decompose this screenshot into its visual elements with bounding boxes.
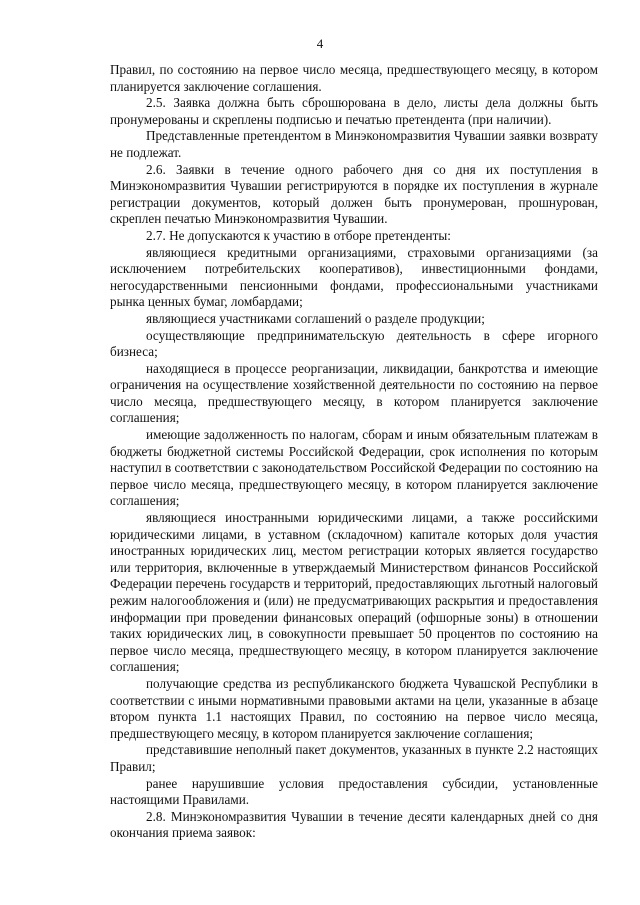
body-text — [110, 62, 598, 842]
paragraph: 2.6. Заявки в течение одного рабочего дня со дня их поступления в Минэкономразвития Чувашии регистрируются в порядке их поступления в журнале регистрации документов, который должен быть пронумерован, прошнурован, скреплен печатью Минэкономразвития Чувашии. — [110, 161, 598, 227]
paragraph: ранее нарушившие условия предоставления субсидии, установленные настоящими Правилами. — [110, 775, 598, 808]
paragraph: представившие неполный пакет документов, указанных в пункте 2.2 настоящих Правил; — [110, 742, 598, 774]
page-number: 4 — [316, 36, 324, 51]
paragraph: Представленные претендентом в Минэкономразвития Чувашии заявки возврату не подлежат. — [110, 128, 598, 160]
paragraph: Правил, по состоянию на первое число месяца, предшествующего месяцу, в котором планируется заключение соглашения. — [110, 62, 598, 94]
paragraph: получающие средства из республиканского бюджета Чувашской Республики в соответствии с иными нормативными правовыми актами на цели, указанные в абзаце втором пункта 1.1 настоящих Правил, по состоянию на первое число месяца, предшествующего месяцу, в котором планируется заключение соглашения; — [110, 675, 598, 741]
paragraph: являющиеся кредитными организациями, страховыми организациями (за исключением потребительских кооперативов), инвестиционными фондами, негосударственными пенсионными фондами, профессиональными участниками рынка ценных бумаг, ломбардами; — [110, 244, 598, 310]
paragraph: находящиеся в процессе реорганизации, ликвидации, банкротства и имеющие ограничения на осуществление хозяйственной деятельности по состоянию на первое число месяца, предшествующего месяцу, в котором планируется заключение соглашения; — [110, 360, 598, 426]
paragraph: 2.5. Заявка должна быть сброшюрована в дело, листы дела должны быть пронумерованы и скреплены подписью и печатью претендента (при наличии). — [110, 95, 598, 127]
paragraph: являющиеся участниками соглашений о разделе продукции; — [146, 310, 485, 326]
paragraph: осуществляющие предпринимательскую деятельность в сфере игорного бизнеса; — [110, 327, 598, 360]
paragraph: имеющие задолженность по налогам, сборам и иным обязательным платежам в бюджеты бюджетной системы Российской Федерации, срок исполнения по которым наступил в соответствии с законодательством Российской Федерации по состоянию на первое число месяца, предшествующего месяцу, в котором планируется заключение соглашения; — [110, 427, 598, 509]
paragraph: являющиеся иностранными юридическими лицами, а также российскими юридическими лицами, в уставном (складочном) капитале которых доля участия иностранных юридических лиц, местом регистрации которых является государство или территория, включенные в утверждаемый Министерством финансов Российской Федерации перечень государств и территорий, предоставляющих льготный налоговый режим налогообложения и (или) не предусматривающих раскрытия и предоставления информации при проведении финансовых операций (офшорные зоны) в отношении таких юридических лиц, в совокупности превышает 50 процентов по состоянию на первое число месяца, предшествующего месяцу, в котором планируется заключение соглашения; — [110, 510, 598, 675]
paragraph: 2.7. Не допускаются к участию в отборе претенденты: — [146, 227, 451, 243]
paragraph: 2.8. Минэкономразвития Чувашии в течение десяти календарных дней со дня окончания приема заявок: — [110, 808, 598, 841]
